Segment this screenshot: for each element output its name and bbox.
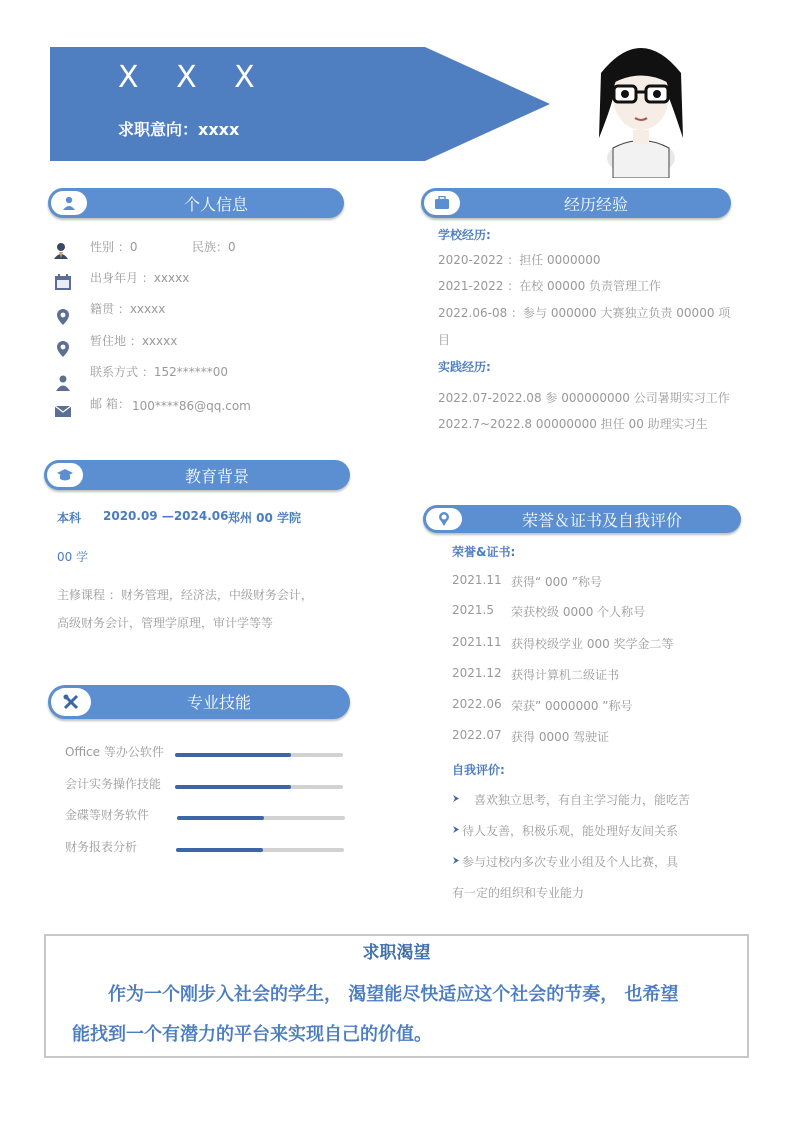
honor-date: 2021.12 <box>452 666 502 680</box>
skill-bar-track <box>176 848 344 852</box>
practice-experience-heading: 实践经历: <box>438 360 491 374</box>
skill-label: 财务报表分析 <box>65 840 138 854</box>
tools-icon <box>51 688 91 716</box>
honor-date: 2022.07 <box>452 728 502 742</box>
honor-text: 获得校级学业 000 奖学金二等 <box>511 637 674 651</box>
section-title: 荣誉＆证书及自我评价 <box>521 511 682 530</box>
location-pin-icon <box>54 308 72 326</box>
section-header-education <box>44 460 350 490</box>
chevron-right-icon <box>452 825 461 834</box>
section-title: 专业技能 <box>186 693 251 712</box>
phone: 联系方式 ：152******00 <box>90 365 228 379</box>
experience-item: 2021-2022 ：在校 00000 负责管理工作 <box>438 279 662 293</box>
skill-label: 金碟等财务软件 <box>65 808 150 822</box>
self-eval-item-cont: 有一定的组织和专业能力 <box>452 886 585 900</box>
section-title: 教育背景 <box>184 467 249 486</box>
self-eval-item: 待人友善，积极乐观，能处理好友间关系 <box>462 824 679 838</box>
job-wish-text: 作为一个刚步入社会的学生， 渴望能尽快适应这个社会的节奏， 也希望 <box>108 984 679 1005</box>
job-wish-title: 求职渴望 <box>362 943 431 963</box>
user-avatar-icon <box>52 241 70 259</box>
calendar-icon <box>54 273 72 291</box>
chevron-right-icon <box>452 794 461 803</box>
gender: 性别 ：0 <box>90 240 138 254</box>
contact-person-icon <box>54 374 72 392</box>
graduation-cap-icon <box>47 463 83 487</box>
practice-item: 2022.7~2022.8 00000000 担任 00 助理实习生 <box>438 417 708 431</box>
job-wish-text-cont: 能找到一个有潜力的平台来实现自己的价值。 <box>72 1024 432 1045</box>
skill-bar-fill <box>175 785 291 789</box>
skill-bar-fill <box>177 816 264 820</box>
mail-icon <box>54 402 72 420</box>
avatar <box>583 28 698 178</box>
self-eval-item: 喜欢独立思考，有自主学习能力，能吃苦 <box>474 793 691 807</box>
skill-bar-track <box>175 753 343 757</box>
chevron-right-icon <box>452 856 461 865</box>
section-header-experience <box>421 188 731 218</box>
experience-item: 2022.06-08 ：参与 000000 大赛独立负责 00000 项 <box>438 306 731 320</box>
skill-bar-track <box>177 816 345 820</box>
person-icon <box>51 191 87 215</box>
medal-icon <box>426 508 462 530</box>
section-title: 经历经验 <box>563 195 628 214</box>
native-place: 籍贯 ：xxxxx <box>90 302 166 316</box>
practice-item: 2022.07-2022.08 参 000000000 公司暑期实习工作 <box>438 391 730 405</box>
skill-bar-fill <box>176 848 263 852</box>
section-header-skills <box>48 685 350 719</box>
job-intent: 求职意向：xxxx <box>118 120 240 139</box>
skill-label: Office 等办公软件 <box>65 745 164 759</box>
honor-date: 2022.06 <box>452 697 502 711</box>
candidate-name: X X X <box>118 60 269 95</box>
honor-text: 获得 0000 驾驶证 <box>511 730 610 744</box>
courses: 主修课程 ：财务管理，经济法，中级财务会计， <box>57 588 313 602</box>
honor-text: 荣获” 0000000 ”称号 <box>511 699 633 713</box>
courses-cont: 高级财务会计，管理学原理，审计学等等 <box>57 616 274 630</box>
study-period: 2020.09 —2024.06 <box>103 509 229 523</box>
degree: 本科 <box>57 511 82 525</box>
school-experience-heading: 学校经历: <box>438 228 491 242</box>
skill-label: 会计实务操作技能 <box>65 777 162 791</box>
self-eval-item: 参与过校内多次专业小组及个人比赛，具 <box>462 855 679 869</box>
experience-item-cont: 目 <box>438 333 451 347</box>
birth-date: 出身年月 ：xxxxx <box>90 271 190 285</box>
residence: 暂住地 ：xxxxx <box>90 334 178 348</box>
briefcase-icon <box>424 191 460 215</box>
honors-heading: 荣誉&证书: <box>452 545 516 559</box>
section-header-honors <box>423 505 741 533</box>
experience-item: 2020-2022 ：担任 0000000 <box>438 253 601 267</box>
honor-text: 荣获校级 0000 个人称号 <box>511 605 646 619</box>
section-header-personal <box>48 188 344 218</box>
honor-date: 2021.5 <box>452 603 494 617</box>
skill-bar-track <box>175 785 343 789</box>
skill-bar-fill <box>175 753 291 757</box>
section-title: 个人信息 <box>183 195 248 214</box>
school-name-cont: 00 学 <box>57 550 89 564</box>
honor-date: 2021.11 <box>452 635 502 649</box>
honor-date: 2021.11 <box>452 573 502 587</box>
email: 100****86@qq.com <box>132 399 251 413</box>
location-pin-icon <box>54 340 72 358</box>
school-name: 郑州 00 学院 <box>228 511 302 525</box>
email-label: 邮 箱： <box>90 397 130 411</box>
self-eval-heading: 自我评价: <box>452 763 505 777</box>
ethnicity: 民族：0 <box>192 240 236 254</box>
honor-text: 获得“ 000 ”称号 <box>511 575 602 589</box>
honor-text: 获得计算机二级证书 <box>511 668 620 682</box>
